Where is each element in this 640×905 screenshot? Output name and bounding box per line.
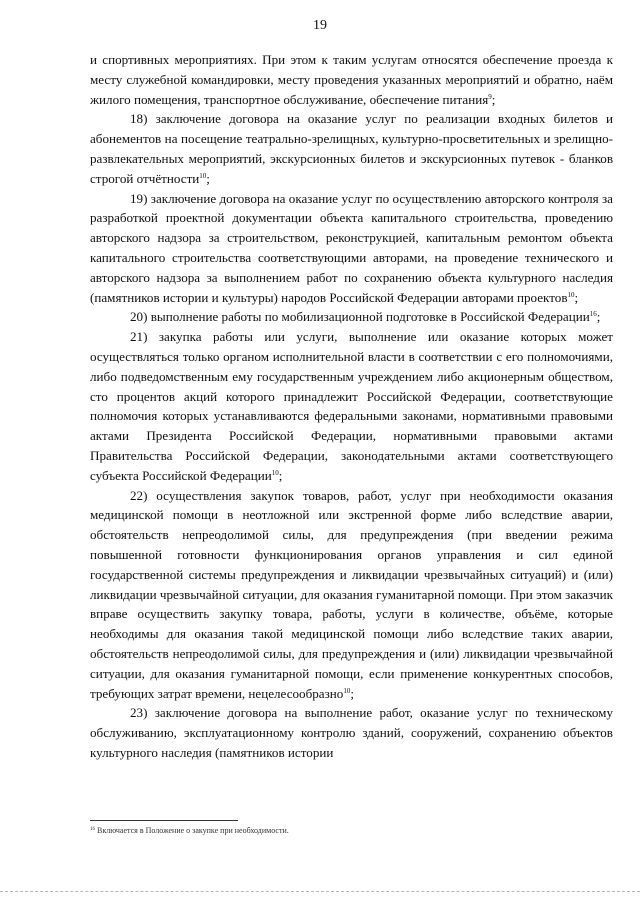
paragraph-text: 20) выполнение работы по мобилизационной подготовке в Российской Федерации — [130, 309, 590, 325]
paragraph-item-18 — [90, 109, 613, 188]
paragraph-item-21 — [90, 327, 613, 485]
paragraph-text: 18) заключение договора на оказание услуг по реализации входных билетов и абонементов на посещение театрально-зрелищных, культурно-просветительных и зрелищно-развлекательных мероприятий, экскурсионных билетов и экскурсионных путевок - бланков строгой отчётности — [90, 111, 613, 186]
footnote — [90, 826, 613, 836]
footnote-reference: 10 — [567, 290, 575, 299]
paragraph-text: 22) осуществления закупок товаров, работ, услуг при необходимости оказания медицинской помощи в неотложной или экстренной форме либо вследствие аварии, обстоятельств непреодолимой силы, для предупреждения (при введении режима повышенной готовности функционирования органов управления и сил единой государственной системы предупреждения и ликвидации чрезвычайных ситуаций) и (или) ликвидации чрезвычайной ситуации, для оказания гуманитарной помощи. При этом заказчик вправе осуществить закупку товара, работы, услуги в количестве, объёме, которые необходимы для оказания такой медицинской помощи либо вследствие таких аварии, обстоятельств непреодолимой силы, для предупреждения и (или) ликвидации чрезвычайной ситуации, для оказания гуманитарной помощи, если применение конкурентных способов, требующих затрат времени, нецелесообразно — [90, 487, 613, 701]
footnote-text: Включается в Положение о закупке при необходимости. — [95, 826, 289, 835]
paragraph-item-20 — [90, 307, 613, 327]
paragraph-text: 21) закупка работы или услуги, выполнение или оказание которых может осуществляться только органом исполнительной власти в соответствии с его полномочиями, либо подведомственным ему государственным учреждением либо акционерным обществом, сто процентов акций которого принадлежит Российской Федерации, соответствующие полномочия которых устанавливаются федеральными законами, нормативными правовыми актами Президента Российской Федерации, нормативными правовыми актами Правительства Российской Федерации, законодательными актами соответствующего субъекта Российской Федерации — [90, 329, 613, 483]
scan-edge-divider — [0, 891, 640, 892]
footnote-divider — [90, 820, 238, 821]
paragraph-tail: ; — [350, 685, 354, 701]
paragraph-continuation — [90, 50, 613, 109]
footnote-marker: 16 — [90, 827, 95, 832]
paragraph-text: и спортивных мероприятиях. При этом к таким услугам относятся обеспечение проезда к месту служебной командировки, месту проведения указанных мероприятий и обратно, наём жилого помещения, транспортное обслуживание, обеспечение питания — [90, 52, 613, 107]
footnote-reference: 10 — [271, 468, 279, 477]
paragraph-tail: ; — [278, 467, 283, 483]
page-number: 19 — [313, 18, 327, 33]
footnote-reference: 16 — [589, 310, 597, 319]
paragraph-tail: ; — [574, 289, 579, 305]
paragraph-tail: ; — [596, 309, 601, 325]
paragraph-item-23 — [90, 703, 613, 762]
paragraph-tail: ; — [206, 170, 210, 186]
paragraph-item-19 — [90, 189, 613, 308]
footnote-reference: 9 — [488, 92, 492, 101]
paragraph-tail: ; — [491, 91, 496, 107]
footnote-reference: 10 — [199, 171, 207, 180]
paragraph-text: 23) заключение договора на выполнение работ, оказание услуг по техническому обслуживанию, эксплуатационному контролю зданий, сооружений, сохранению объектов культурного наследия (памятников истории — [90, 705, 613, 760]
paragraph-text: 19) заключение договора на оказание услуг по осуществлению авторского контроля за разработкой проектной документации объекта капитального строительства, проведению авторского надзора за строительством, реконструкцией, капитальным ремонтом объекта капитального строительства соответствующими авторами, на проведение технического и авторского надзора за выполнением работ по сохранению объекта культурного наследия (памятников истории и культуры) народов Российской Федерации авторами проектов — [90, 190, 613, 305]
footnote-reference: 10 — [343, 686, 351, 695]
body-text — [90, 50, 613, 763]
paragraph-item-22 — [90, 486, 613, 704]
